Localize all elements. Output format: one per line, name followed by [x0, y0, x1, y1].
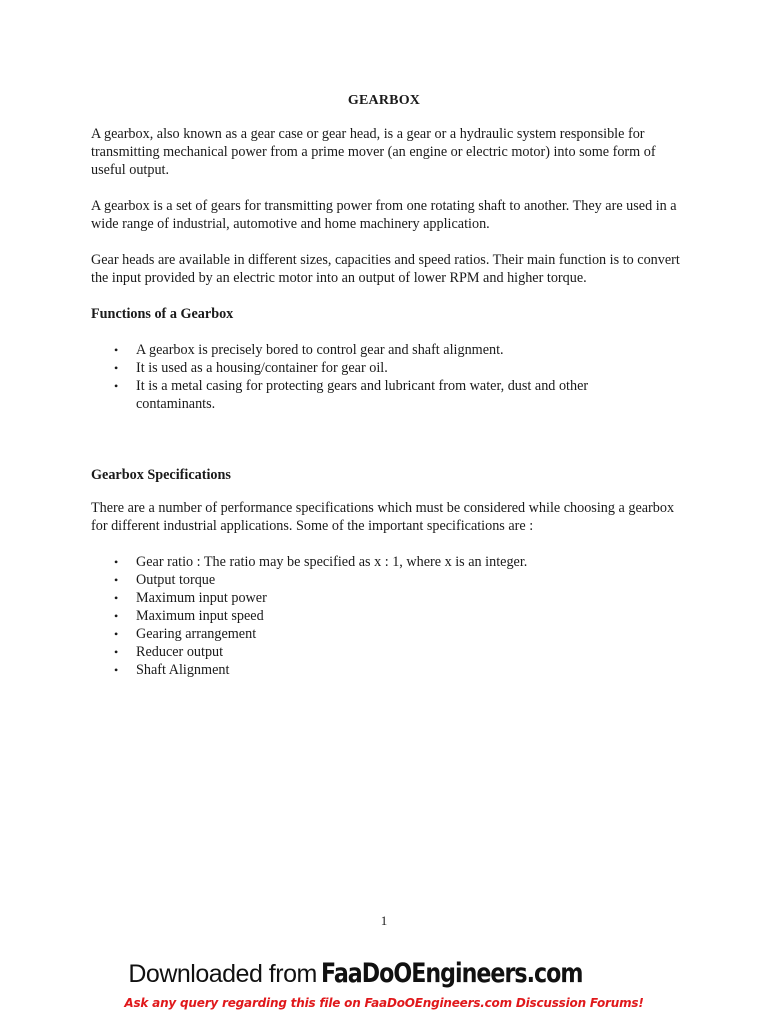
list-item-text: Shaft Alignment: [136, 662, 230, 678]
list-item: [91, 607, 681, 625]
bullet-icon: •: [114, 663, 119, 677]
bullet-icon: •: [114, 555, 119, 569]
bullet-icon: •: [114, 591, 119, 605]
list-item-text: Output torque: [136, 572, 216, 588]
intro-paragraph-3: Gear heads are available in different sizes, capacities and speed ratios. Their main function is to convert the input provided by an electric motor into an output of lower RPM and higher torque.: [91, 252, 680, 286]
intro-paragraph-1: A gearbox, also known as a gear case or gear head, is a gear or a hydraulic system responsible for transmitting mechanical power from a prime mover (an engine or electric motor) into some form of useful output.: [91, 126, 656, 178]
bullet-icon: •: [114, 343, 119, 357]
list-item-text: Reducer output: [136, 644, 224, 660]
footer-download-banner: [0, 958, 768, 989]
bullet-icon: •: [114, 609, 119, 623]
list-item-text: Gearing arrangement: [136, 626, 257, 642]
footer-query-note: Ask any query regarding this file on FaaDoOEngineers.com Discussion Forums!: [124, 996, 644, 1010]
list-item: [91, 359, 681, 377]
list-item-text: A gearbox is precisely bored to control gear and shaft alignment.: [136, 342, 504, 358]
site-name-link[interactable]: FaaDoOEngineers.com: [320, 958, 583, 989]
page-number: 1: [380, 913, 388, 928]
list-item: [91, 625, 681, 643]
document-title: GEARBOX: [347, 93, 421, 108]
bullet-icon: •: [114, 627, 119, 641]
specifications-list: [91, 553, 681, 679]
list-item: [91, 571, 681, 589]
specifications-intro: There are a number of performance specifications which must be considered while choosing a gearbox for different industrial applications. Some of the important specifications are :: [91, 500, 675, 534]
functions-list: [91, 341, 681, 413]
bullet-icon: •: [114, 573, 119, 587]
specifications-heading: Gearbox Specifications: [91, 467, 231, 483]
list-item-text: It is a metal casing for protecting gears and lubricant from water, dust and other contaminants.: [136, 378, 589, 412]
functions-heading: Functions of a Gearbox: [91, 306, 234, 322]
intro-paragraph-2: A gearbox is a set of gears for transmitting power from one rotating shaft to another. They are used in a wide range of industrial, automotive and home machinery application.: [91, 198, 677, 232]
downloaded-from-label: Downloaded from: [128, 960, 317, 988]
list-item-text: Maximum input power: [136, 590, 267, 606]
list-item: [91, 589, 681, 607]
bullet-icon: •: [114, 379, 119, 393]
list-item: [91, 377, 681, 413]
list-item: [91, 643, 681, 661]
list-item: [91, 553, 681, 571]
bullet-icon: •: [114, 645, 119, 659]
list-item-text: Maximum input speed: [136, 608, 264, 624]
list-item: [91, 661, 681, 679]
bullet-icon: •: [114, 361, 119, 375]
list-item-text: It is used as a housing/container for gear oil.: [136, 360, 388, 376]
list-item: [91, 341, 681, 359]
list-item-text: Gear ratio : The ratio may be specified as x : 1, where x is an integer.: [136, 554, 528, 570]
